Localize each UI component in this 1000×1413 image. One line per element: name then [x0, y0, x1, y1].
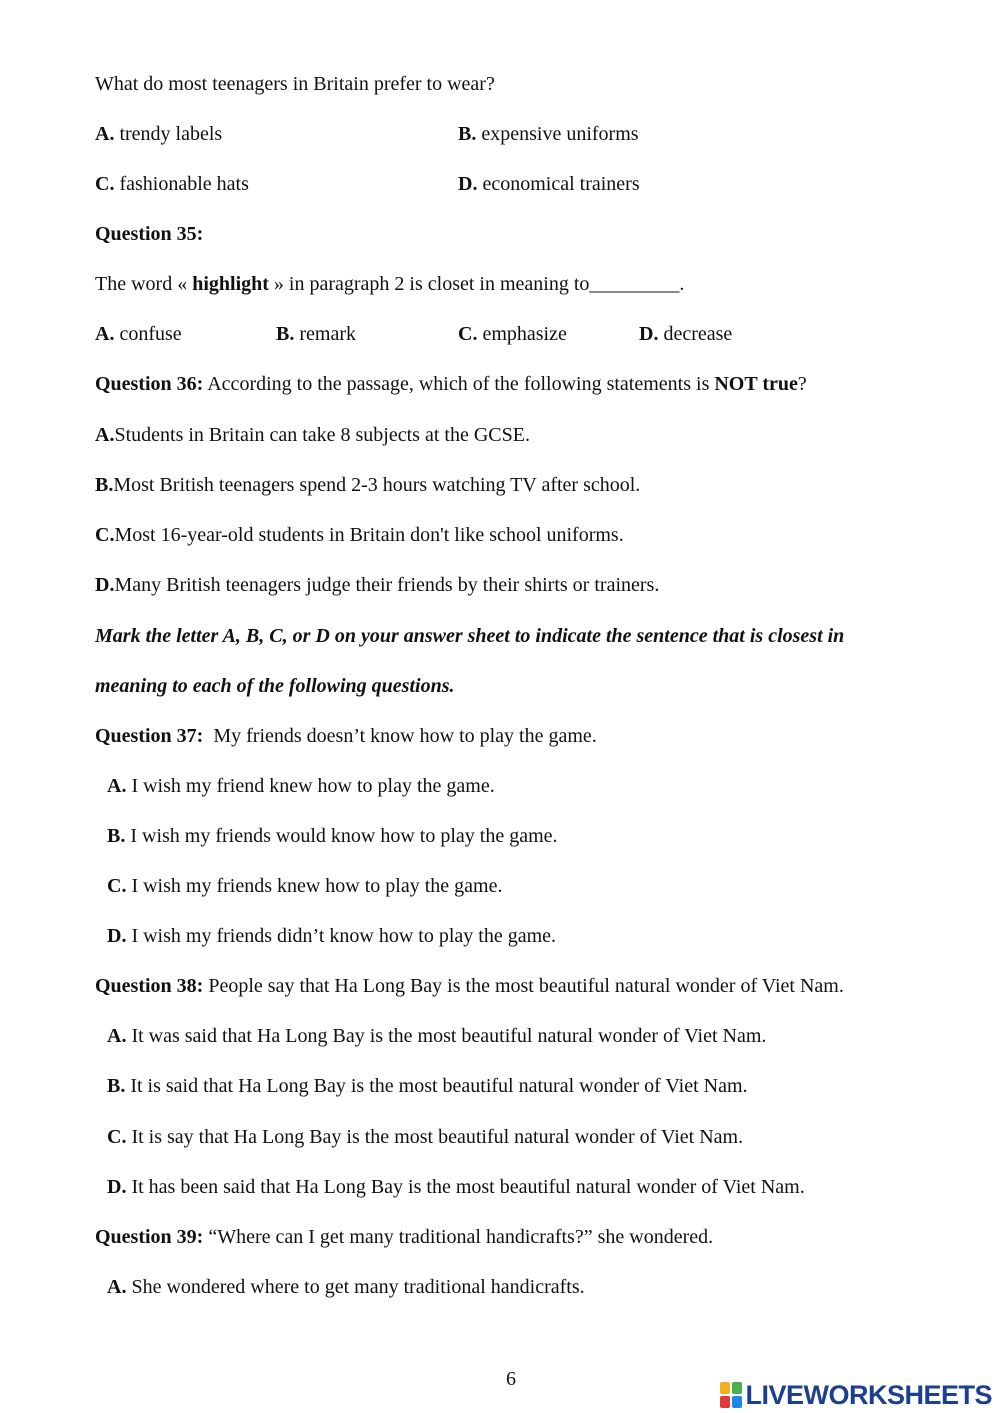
option-text: Students in Britain can take 8 subjects at the GCSE.: [114, 424, 530, 446]
option-text: Most British teenagers spend 2-3 hours watching TV after school.: [113, 474, 641, 496]
stem-text: People say that Ha Long Bay is the most beautiful natural wonder of Viet Nam.: [203, 975, 844, 997]
q39-stem: [95, 1225, 713, 1249]
q35-option-d[interactable]: [639, 322, 732, 346]
option-text: fashionable hats: [114, 173, 249, 195]
q35-option-b[interactable]: [276, 322, 356, 346]
q34-stem: What do most teenagers in Britain prefer to wear?: [95, 73, 495, 95]
stem-text: The word «: [95, 273, 193, 295]
q39-option-a[interactable]: [107, 1275, 585, 1299]
stem-keyword: highlight: [192, 273, 269, 295]
q38-option-c[interactable]: [107, 1125, 743, 1149]
page-number: 6: [506, 1368, 516, 1390]
stem-keyword: NOT true: [714, 373, 798, 395]
option-text: It is said that Ha Long Bay is the most beautiful natural wonder of Viet Nam.: [125, 1075, 748, 1097]
q37-option-a[interactable]: [107, 774, 495, 798]
q35-label: Question 35:: [95, 223, 204, 245]
q34-option-b[interactable]: [458, 122, 639, 146]
option-letter: B.: [276, 323, 295, 345]
option-letter: A.: [107, 1025, 127, 1047]
q34-option-d[interactable]: [458, 172, 640, 196]
stem-text: My friends doesn’t know how to play the game.: [203, 725, 597, 747]
option-letter: C.: [95, 524, 115, 546]
liveworksheets-logo-icon: [720, 1382, 742, 1408]
option-text: I wish my friends didn’t know how to play the game.: [126, 925, 557, 947]
q35-option-c[interactable]: [458, 322, 567, 346]
option-text: trendy labels: [114, 123, 223, 145]
q36-option-b[interactable]: [95, 473, 640, 497]
option-letter: C.: [107, 875, 127, 897]
option-letter: D.: [95, 574, 115, 596]
logo-text: LIVEWORKSHEETS: [745, 1379, 992, 1410]
option-text: She wondered where to get many traditional handicrafts.: [126, 1276, 585, 1298]
liveworksheets-logo[interactable]: [720, 1378, 992, 1412]
question-label: Question 38:: [95, 975, 204, 997]
option-letter: A.: [95, 323, 115, 345]
stem-text: “Where can I get many traditional handicrafts?” she wondered.: [203, 1226, 714, 1248]
option-text: economical trainers: [477, 173, 640, 195]
question-label: Question 37:: [95, 725, 204, 747]
option-text: expensive uniforms: [476, 123, 639, 145]
q37-option-c[interactable]: [107, 874, 503, 898]
q35-stem: [95, 272, 684, 296]
instruction-line-1: Mark the letter A, B, C, or D on your answer sheet to indicate the sentence that is closest in: [95, 625, 845, 647]
option-letter: C.: [95, 173, 115, 195]
option-letter: B.: [458, 123, 477, 145]
option-text: It is say that Ha Long Bay is the most beautiful natural wonder of Viet Nam.: [126, 1126, 744, 1148]
option-text: I wish my friends knew how to play the game.: [126, 875, 503, 897]
option-letter: D.: [107, 1176, 127, 1198]
q34-option-a[interactable]: [95, 122, 222, 146]
question-label: Question 39:: [95, 1226, 204, 1248]
stem-text: According to the passage, which of the following statements is: [203, 373, 715, 395]
option-letter: A.: [107, 1276, 127, 1298]
option-letter: B.: [107, 1075, 126, 1097]
option-text: Most 16-year-old students in Britain don't like school uniforms.: [114, 524, 624, 546]
q38-option-a[interactable]: [107, 1024, 766, 1048]
q35-option-a[interactable]: [95, 322, 182, 346]
q38-stem: [95, 974, 844, 998]
option-letter: C.: [458, 323, 478, 345]
option-letter: B.: [107, 825, 126, 847]
option-text: remark: [294, 323, 356, 345]
option-text: It was said that Ha Long Bay is the most beautiful natural wonder of Viet Nam.: [126, 1025, 767, 1047]
option-text: emphasize: [477, 323, 567, 345]
stem-text: » in paragraph 2 is closet in meaning to_________.: [268, 273, 685, 295]
option-text: It has been said that Ha Long Bay is the most beautiful natural wonder of Viet Nam.: [126, 1176, 805, 1198]
option-text: decrease: [658, 323, 733, 345]
option-letter: C.: [107, 1126, 127, 1148]
option-text: I wish my friend knew how to play the game.: [126, 775, 495, 797]
option-letter: A.: [95, 123, 115, 145]
option-text: confuse: [114, 323, 182, 345]
instruction-line-2: meaning to each of the following questions.: [95, 675, 455, 697]
q34-option-c[interactable]: [95, 172, 249, 196]
q36-stem: [95, 372, 807, 396]
q36-option-c[interactable]: [95, 523, 624, 547]
option-letter: D.: [639, 323, 659, 345]
option-letter: D.: [107, 925, 127, 947]
option-letter: A.: [95, 424, 115, 446]
option-text: I wish my friends would know how to play the game.: [125, 825, 558, 847]
q38-option-d[interactable]: [107, 1175, 805, 1199]
q36-option-a[interactable]: [95, 423, 530, 447]
option-letter: A.: [107, 775, 127, 797]
q36-option-d[interactable]: [95, 573, 659, 597]
q37-option-d[interactable]: [107, 924, 556, 948]
q37-stem: [95, 724, 597, 748]
question-label: Question 36:: [95, 373, 204, 395]
stem-text: ?: [797, 373, 807, 395]
option-text: Many British teenagers judge their friends by their shirts or trainers.: [114, 574, 660, 596]
q37-option-b[interactable]: [107, 824, 558, 848]
q38-option-b[interactable]: [107, 1074, 748, 1098]
option-letter: D.: [458, 173, 478, 195]
option-letter: B.: [95, 474, 114, 496]
